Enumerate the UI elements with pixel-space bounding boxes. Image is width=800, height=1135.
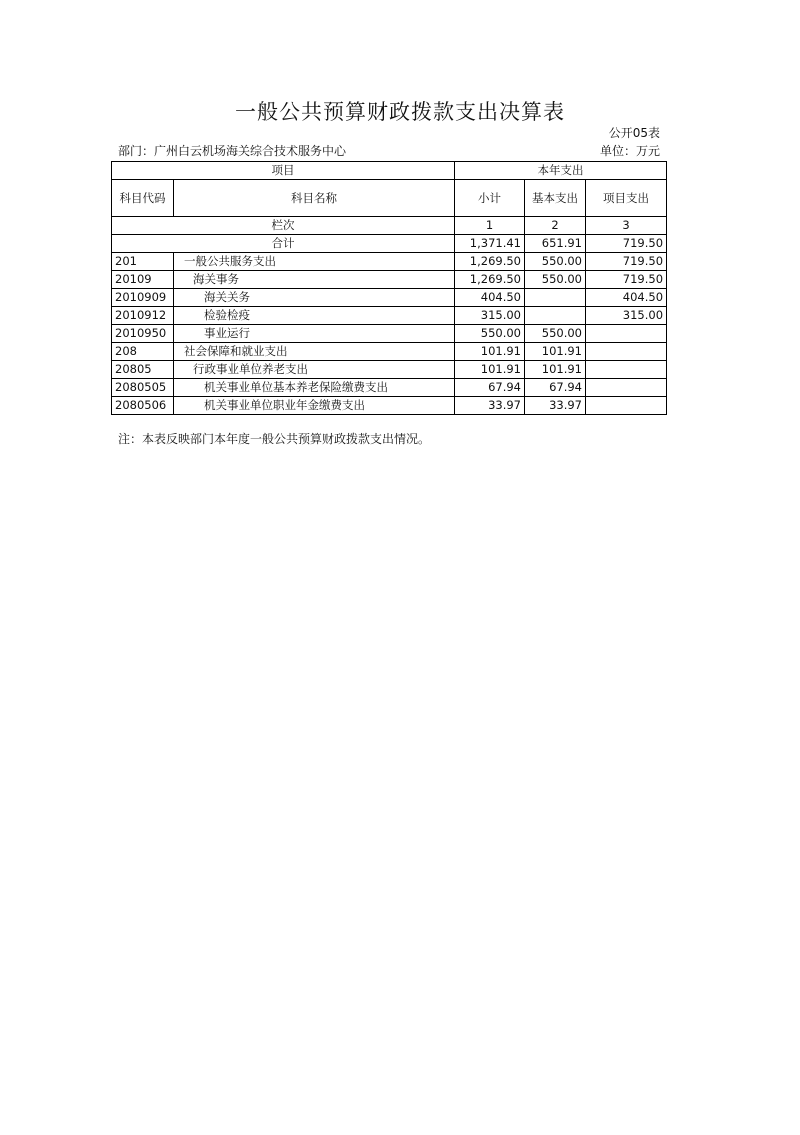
header-current-year: 本年支出 xyxy=(455,162,667,180)
page-title: 一般公共预算财政拨款支出决算表 xyxy=(235,100,565,124)
total-label: 合计 xyxy=(112,235,455,253)
row-basic: 550.00 xyxy=(525,325,586,343)
row-name: 机关事业单位职业年金缴费支出 xyxy=(174,397,455,415)
form-number: 公开05表 xyxy=(608,126,660,140)
row-code: 20109 xyxy=(112,271,174,289)
row-name: 海关事务 xyxy=(174,271,455,289)
header-row-top xyxy=(112,162,667,180)
row-project xyxy=(586,361,667,379)
col-index-3: 3 xyxy=(586,217,667,235)
total-basic: 651.91 xyxy=(525,235,586,253)
row-name: 社会保障和就业支出 xyxy=(174,343,455,361)
row-basic: 550.00 xyxy=(525,253,586,271)
row-project xyxy=(586,379,667,397)
table-row xyxy=(112,343,667,361)
row-code: 2080506 xyxy=(112,397,174,415)
row-subtotal: 67.94 xyxy=(455,379,525,397)
row-code: 20805 xyxy=(112,361,174,379)
row-subtotal: 101.91 xyxy=(455,343,525,361)
row-code: 2010909 xyxy=(112,289,174,307)
row-name: 事业运行 xyxy=(174,325,455,343)
row-project xyxy=(586,325,667,343)
row-subtotal: 404.50 xyxy=(455,289,525,307)
row-subtotal: 101.91 xyxy=(455,361,525,379)
budget-table xyxy=(111,161,667,415)
table-row xyxy=(112,361,667,379)
row-code: 208 xyxy=(112,343,174,361)
table-row xyxy=(112,397,667,415)
row-project xyxy=(586,343,667,361)
footnote: 注：本表反映部门本年度一般公共预算财政拨款支出情况。 xyxy=(118,432,431,446)
table-row xyxy=(112,289,667,307)
row-basic: 67.94 xyxy=(525,379,586,397)
header-row-columns xyxy=(112,180,667,217)
row-name: 海关关务 xyxy=(174,289,455,307)
row-basic: 101.91 xyxy=(525,343,586,361)
col-index-2: 2 xyxy=(525,217,586,235)
row-name: 行政事业单位养老支出 xyxy=(174,361,455,379)
header-item: 项目 xyxy=(112,162,455,180)
table-row xyxy=(112,307,667,325)
row-basic: 101.91 xyxy=(525,361,586,379)
col-index-1: 1 xyxy=(455,217,525,235)
row-name: 机关事业单位基本养老保险缴费支出 xyxy=(174,379,455,397)
row-subtotal: 550.00 xyxy=(455,325,525,343)
row-project: 404.50 xyxy=(586,289,667,307)
unit-label: 单位：万元 xyxy=(599,144,660,158)
row-basic: 550.00 xyxy=(525,271,586,289)
row-project: 315.00 xyxy=(586,307,667,325)
row-code: 201 xyxy=(112,253,174,271)
row-code: 2010912 xyxy=(112,307,174,325)
row-code: 2080505 xyxy=(112,379,174,397)
row-project: 719.50 xyxy=(586,253,667,271)
row-code: 2010950 xyxy=(112,325,174,343)
table-row xyxy=(112,325,667,343)
table-row xyxy=(112,271,667,289)
department-label: 部门：广州白云机场海关综合技术服务中心 xyxy=(118,144,347,158)
row-name: 一般公共服务支出 xyxy=(174,253,455,271)
row-basic xyxy=(525,289,586,307)
row-label: 栏次 xyxy=(112,217,455,235)
row-subtotal: 1,269.50 xyxy=(455,271,525,289)
header-name: 科目名称 xyxy=(174,180,455,217)
row-subtotal: 315.00 xyxy=(455,307,525,325)
row-basic: 33.97 xyxy=(525,397,586,415)
table-row xyxy=(112,379,667,397)
header-subtotal: 小计 xyxy=(455,180,525,217)
row-subtotal: 1,269.50 xyxy=(455,253,525,271)
total-row xyxy=(112,235,667,253)
table-row xyxy=(112,253,667,271)
total-project: 719.50 xyxy=(586,235,667,253)
header-basic: 基本支出 xyxy=(525,180,586,217)
header-project: 项目支出 xyxy=(586,180,667,217)
row-project xyxy=(586,397,667,415)
row-name: 检验检疫 xyxy=(174,307,455,325)
column-index-row xyxy=(112,217,667,235)
row-subtotal: 33.97 xyxy=(455,397,525,415)
row-basic xyxy=(525,307,586,325)
total-subtotal: 1,371.41 xyxy=(455,235,525,253)
row-project: 719.50 xyxy=(586,271,667,289)
header-code: 科目代码 xyxy=(112,180,174,217)
